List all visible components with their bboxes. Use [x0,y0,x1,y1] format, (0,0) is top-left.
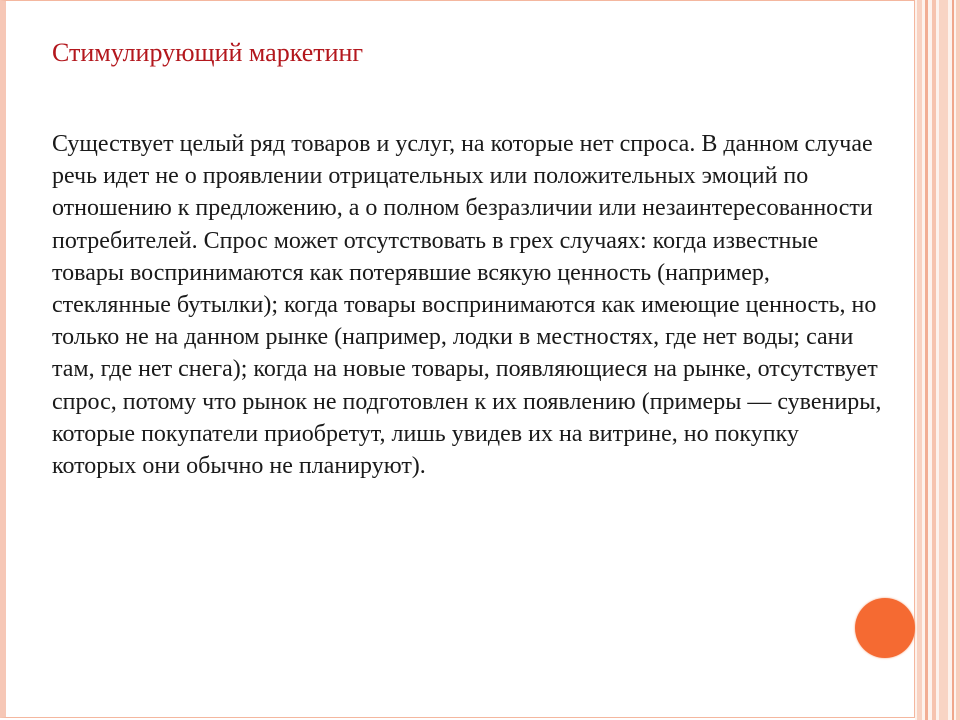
stripe [932,0,936,720]
decorative-circle-icon [855,598,915,658]
stripe [939,0,948,720]
slide-body-text: Существует целый ряд товаров и услуг, на которые нет спроса. В данном случае речь идет не о проявлении отрицательных или положительных эмоций по отношению к предложению, а о полном безразличии или незаинтересованности потребителей. Спрос может отсутствовать в грех случаях: когда известные товары воспринимаются как потерявшие всякую ценность (например, стеклянные бутылки); когда товары воспринимаются как имеющие ценность, но только не на данном рынке (например, лодки в местностях, где нет воды; сани там, где нет снега); когда на новые товары, появляющиеся на рынке, отсутствует спрос, потому что рынок не подготовлен к их появлению (примеры — сувениры, которые покупатели приобретут, лишь увидев их на витрине, но покупку которых они обычно не планируют). [52,131,882,480]
stripe [925,0,928,720]
stripe [956,0,960,720]
stripe [917,0,922,720]
slide-title: Стимулирующий маркетинг [52,38,364,67]
stripe [952,0,954,720]
decorative-stripes [915,0,960,720]
